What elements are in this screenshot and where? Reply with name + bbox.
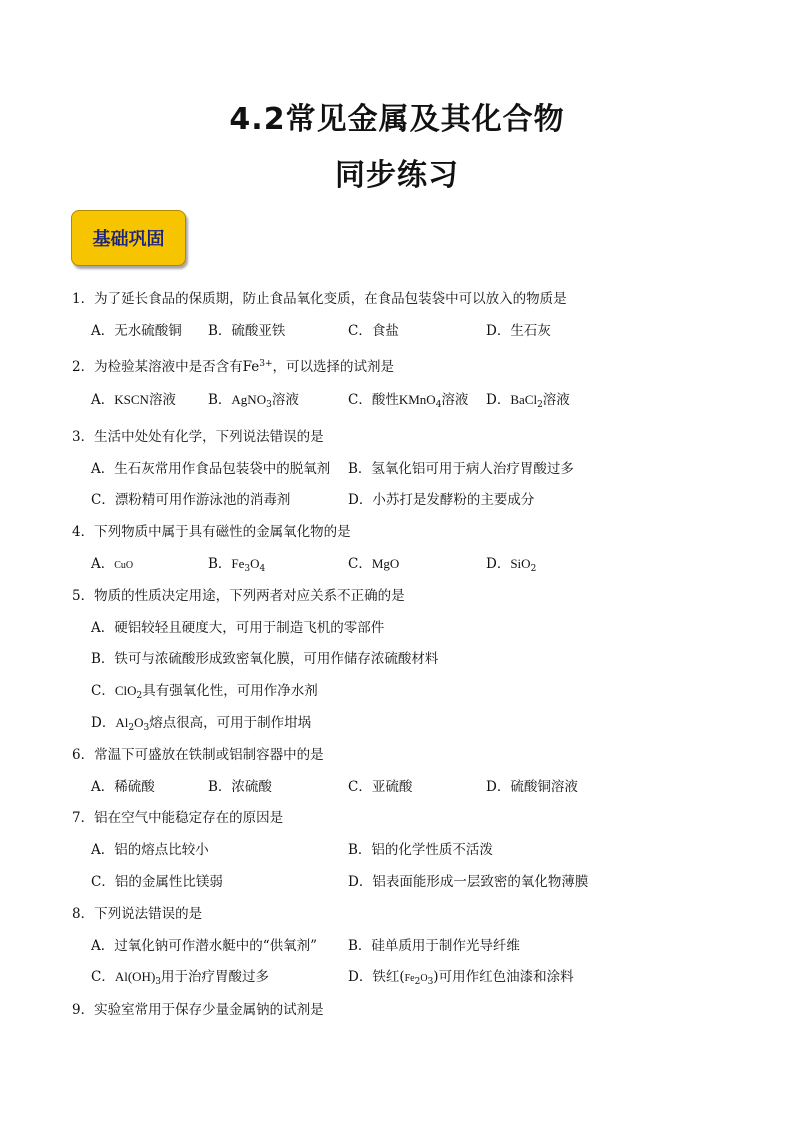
page-title: 4.2常见金属及其化合物 <box>229 102 565 137</box>
question-4-stem: 4．下列物质中属于具有磁性的金属氧化物的是 <box>72 524 351 540</box>
section-badge: 基础巩固 <box>71 210 186 266</box>
question-3-option-b: B．氢氧化铝可用于病人治疗胃酸过多 <box>348 461 574 477</box>
question-8-option-c: C．$Al(OH)_3$用于治疗胃酸过多 <box>91 969 270 987</box>
question-3-option-a: A．生石灰常用作食品包装袋中的脱氧剂 <box>91 461 331 477</box>
question-8-option-d: D．铁红$(Fe_2O_3)$可用作红色油漆和涂料 <box>348 969 574 987</box>
question-3-stem: 3．生活中处处有化学，下列说法错误的是 <box>72 429 324 445</box>
question-5-option-d: D．$Al_2O_3$熔点很高，可用于制作坩埚 <box>91 715 312 733</box>
question-2-stem: 2．为检验某溶液中是否含有$Fe^{3+}$，可以选择的试剂是 <box>72 359 394 375</box>
question-6-option-b: B．浓硫酸 <box>208 779 272 795</box>
question-1-option-b: B．硫酸亚铁 <box>208 323 286 339</box>
question-8-option-a: A．过氧化钠可作潜水艇中的“供氧剂” <box>91 938 318 954</box>
question-7-option-d: D．铝表面能形成一层致密的氧化物薄膜 <box>348 874 589 890</box>
question-6-option-c: C．亚硫酸 <box>348 779 413 795</box>
question-6-option-d: D．硫酸铜溶液 <box>486 779 578 795</box>
question-1-option-d: D．生石灰 <box>486 323 551 339</box>
question-2-option-d: D．BaCl$_2$溶液 <box>486 392 570 410</box>
question-4-option-c: C．MgO <box>348 556 400 572</box>
question-2-option-b: B．AgNO$_3$溶液 <box>208 392 299 410</box>
question-4-option-b: B．$Fe_3O_4$ <box>208 556 266 574</box>
question-5-option-b: B．铁可与浓硫酸形成致密氧化膜，可用作储存浓硫酸材料 <box>91 651 439 667</box>
question-8-stem: 8．下列说法错误的是 <box>72 906 203 922</box>
question-1-option-a: A．无水硫酸铜 <box>91 323 182 339</box>
question-6-option-a: A．稀硫酸 <box>91 779 155 795</box>
question-3-option-d: D．小苏打是发酵粉的主要成分 <box>348 492 535 508</box>
question-5-option-c: C．ClO$_2$具有强氧化性，可用作净水剂 <box>91 683 318 701</box>
question-7-option-c: C．铝的金属性比镁弱 <box>91 874 223 890</box>
question-2-option-c: C．酸性KMnO$_4$溶液 <box>348 392 469 410</box>
question-4-option-d: D．SiO$_2$ <box>486 556 537 574</box>
question-9-stem: 9．实验室常用于保存少量金属钠的试剂是 <box>72 1002 324 1018</box>
question-6-stem: 6．常温下可盛放在铁制或铝制容器中的是 <box>72 747 324 763</box>
question-5-stem: 5．物质的性质决定用途，下列两者对应关系不正确的是 <box>72 588 405 604</box>
question-2-option-a: A．KSCN溶液 <box>91 392 176 408</box>
question-5-option-a: A．硬铝较轻且硬度大，可用于制造飞机的零部件 <box>91 620 385 636</box>
question-8-option-b: B．硅单质用于制作光导纤维 <box>348 938 520 954</box>
page-subtitle: 同步练习 <box>335 158 459 193</box>
question-4-option-a: A．CuO <box>91 556 134 572</box>
question-7-option-a: A．铝的熔点比较小 <box>91 842 209 858</box>
question-1-option-c: C．食盐 <box>348 323 399 339</box>
question-7-stem: 7．铝在空气中能稳定存在的原因是 <box>72 810 284 826</box>
question-7-option-b: B．铝的化学性质不活泼 <box>348 842 493 858</box>
question-1-stem: 1．为了延长食品的保质期，防止食品氧化变质，在食品包装袋中可以放入的物质是 <box>72 291 567 307</box>
question-3-option-c: C．漂粉精可用作游泳池的消毒剂 <box>91 492 291 508</box>
